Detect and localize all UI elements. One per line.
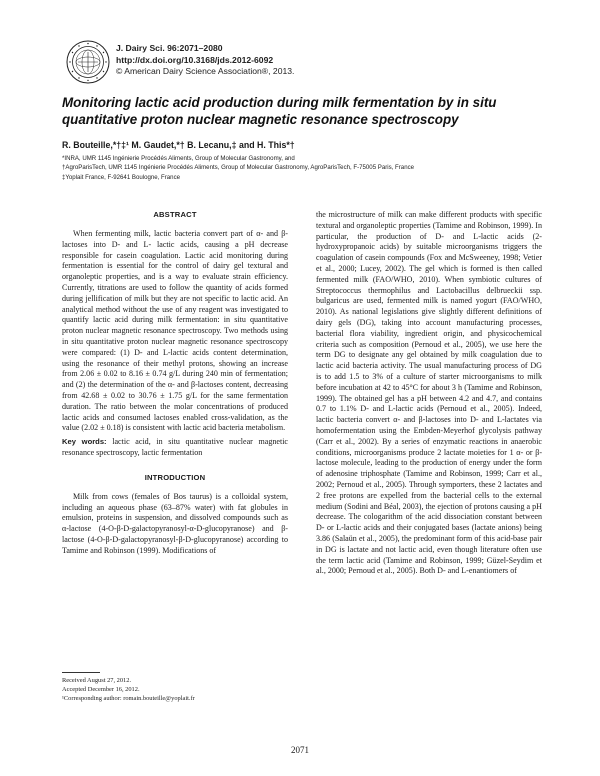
keywords [62,437,288,459]
journal-seal-icon [66,40,110,84]
introduction-text: Milk from cows (females of Bos taurus) is a colloidal system, including an aqueous phase (63–87% water) with fat globules in emulsion, proteins in suspension, and dissolved compounds such as α-lactose (4-O-β-D-galactopyranosyl-α-D-glucopyranose) and β-lactose (4-O-β-D-galactopyranosyl-β-D-glucopyranose) according to Tamime and Robinson (1999). Modifications of [62,491,288,555]
author-list: R. Bouteille,*†‡¹ M. Gaudet,*† B. Lecanu,‡ and H. This*† [62,140,295,150]
introduction-heading: INTRODUCTION [144,472,206,482]
right-column [316,210,542,577]
left-column [62,210,288,557]
journal-doi[interactable]: http://dx.doi.org/10.3168/jds.2012-6092 [116,54,274,65]
footnotes [62,676,288,703]
footnote-received: Received August 27, 2012. [62,677,132,684]
footnote-corresponding-author: ¹Corresponding author: romain.bouteille@yoplait.fr [62,695,195,702]
journal-header [116,43,294,78]
affiliation-inra: *INRA, UMR 1145 Ingénierie Procédés Aliments, Group of Molecular Gastronomy, and [62,155,295,162]
affiliations [62,154,532,182]
footnote-divider [62,672,100,673]
affiliation-yoplait: ‡Yoplait France, F-92641 Boulogne, France [62,173,181,181]
title-line-1: Monitoring lactic acid production during milk fermentation by in situ [62,95,497,110]
page-number: 2071 [291,745,309,755]
abstract-heading: ABSTRACT [153,210,197,219]
introduction-continued-text: the microstructure of milk can make different products with specific textural and organoleptic properties (Tamime and Robinson, 1999). In particular, the production of D- and L-lactic acids (2-hydroxypropanoic acids) by suitable microorganisms triggers the coagulation of casein compounds (Fox and McSweeney, 1998; Vetier et al., 2000; Lucey, 2002). The gel which is formed is then called fermented milk (FAO/WHO, 2010). When symbiotic cultures of Streptococcus thermophilus and Lactobacillus delbrueckii ssp. bulgaricus are used, fermented milk is named yogurt (FAO/WHO, 2010). As national legislations give slightly different definitions of dairy gels (DG), taking into account manufacturing processes, bacterial flora viability, ingredient origin, and physicochemical criteria such as composition (Pernoud et al., 2005), we use here the term DG to designate any gel obtained by milk coagulation due to lactic acid bacteria activity. The usual manufacturing process of DG is to add 1.5 to 3% of a culture of starter microorganisms to milk before incubation at 42 to 45°C for about 3 h (Tamime and Robinson, 1999). The obtained gel has a pH between 4.2 and 4.7, and contains 0.7 to 1.1% D- and L-lactic acids (Pernoud et al., 2005). Indeed, lactic bacteria convert α- and β-lactoses into D- and L-lactates via homofermentation using the Embden-Meyerhof glycolysis pathway (Carr et al., 2002). By a series of enzymatic reactions in anaerobic conditions, microorganisms produce 2 lactate moieties for 1 α- or β-lactose molecule, leading to the production of energy under the form of adenosine triphosphate (Tamime and Robinson, 1999; Carr et al., 2002; Pernoud et al., 2005). Through symporters, these 2 lactates and 2 free protons are expelled from the bacterial cells to the external medium (Sodini and Béal, 2003), the ejection of protons causing a pH decrease. The cologarithm of the acid dissociation constant between D- or L-lactic acids and their conjugated bases (lactate anions) being 3.86 (Salaün et al., 2005), the predominant form of this acid-base pair in DG is lactate and not lactic acid, even though literature often use the term lactic acid (Tamime and Robinson, 1999; Güzel-Seydim et al., 2000; Pernoud et al., 2005). Both D- and L-enantiomers of [316,210,542,576]
title-line-2: quantitative proton nuclear magnetic resonance spectroscopy [62,111,459,127]
keywords-label: Key words: [62,437,107,447]
journal-copyright: © American Dairy Science Association®, 2013. [116,66,295,77]
affiliation-agroparistech: †AgroParisTech, UMR 1145 Ingénierie Procédés Aliments, Group of Molecular Gastronomy, AgroParisTech, F-75005 Paris, France [62,164,415,172]
keywords-text: lactic acid, in situ quantitative nuclear magnetic resonance spectroscopy, lactic fermentation [62,437,289,457]
journal-citation: J. Dairy Sci. 96:2071–2080 [116,43,223,53]
footnote-accepted: Accepted December 16, 2012. [62,686,140,693]
abstract-text: When fermenting milk, lactic bacteria convert part of α- and β-lactoses into D- and L- lactic acids, causing a pH decrease responsible for casein coagulation. Lactic acid monitoring during fermentation is essential for the control of dairy gel textural and organoleptic properties, and is a way to evaluate strain efficiency. Currently, titrations are used to follow the quantity of acids formed during jellification of milk but they are not specific to lactic acid. An analytical method without the use of any reagent was investigated to quantify lactic acid during milk fermentation: in situ quantitative proton nuclear magnetic resonance spectroscopy. Two methods using in situ quantitative proton nuclear magnetic resonance spectroscopy were compared: (1) D- and L-lactic acids content determination, using the resonance of their methyl protons, showing an increase from 2.06 ± 0.02 to 8.16 ± 0.74 g/L during 240 min of fermentation; and (2) the determination of the α- and β-lactoses content, decreasing from 42.68 ± 0.02 to 30.76 ± 1.75 g/L for the same fermentation duration. The ratio between the molar concentrations of produced lactic acids and consumed lactoses enabled cross-validation, as the value (2.02 ± 0.18) is consistent with lactic acid bacteria metabolism. [62,229,288,433]
journal-logo [66,40,110,84]
paper-title [62,95,532,128]
